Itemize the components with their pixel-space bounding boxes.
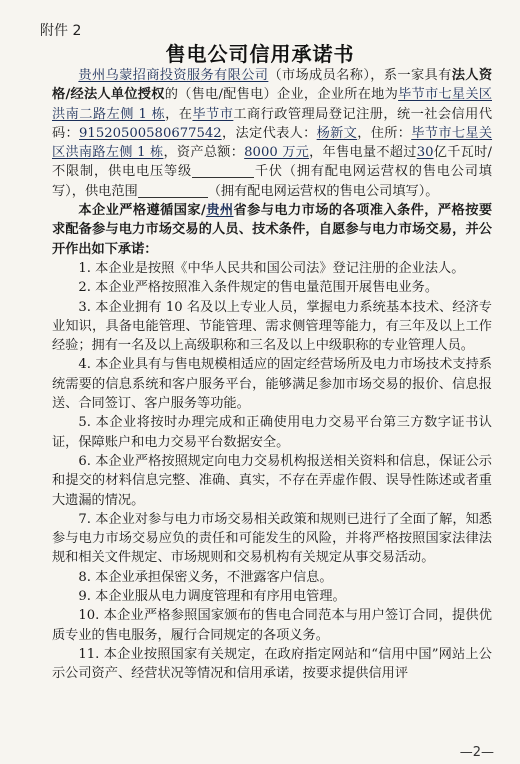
commitment-item-4: 4. 本企业具有与售电规模相适应的固定经营场所及电力市场技术支持系统需要的信息系统和客户服务平台，能够满足参加市场交易的报价、信息报送、合同签订、客户服务等功能。 bbox=[52, 357, 492, 412]
credit-code: 91520500580677542 bbox=[79, 125, 222, 141]
commitment-item-3: 3. 本企业拥有 10 名及以上专业人员，掌握电力系统基本技术、经济专业知识，具备电能管理、节能管理、需求侧管理等能力，有三年及以上工作经验；拥有一名及以上高级职称和三名及以上中级职称的专业管理人员。 bbox=[52, 299, 492, 354]
commitment-item-5: 5. 本企业将按时办理完成和正确使用电力交易平台第三方数字证书认证，保障账户和电力交易平台数据安全。 bbox=[52, 415, 492, 450]
commitment-item-2: 2. 本企业严格按照准入条件规定的售电量范围开展售电业务。 bbox=[78, 280, 439, 296]
scope-blank bbox=[138, 183, 208, 198]
page-number: —2— bbox=[459, 745, 494, 760]
company-name: 贵州乌蒙招商投资服务有限公司 bbox=[78, 68, 269, 83]
registration-city: 毕节市 bbox=[192, 106, 234, 122]
commitment-item-9: 9. 本企业服从电力调度管理和有序用电管理。 bbox=[78, 589, 346, 605]
qualification: 法人资格/经法人单位授权 bbox=[52, 68, 493, 103]
company-address: 毕节市七星关区洪南二路左侧 1 栋 bbox=[52, 87, 492, 122]
commitment-intro: 本企业严格遵循国家/贵州省参与电力市场的各项准入条件，严格按要求配备参与电力市场交易的人员、技术条件，自愿参与电力市场交易，并公开作出如下承诺： bbox=[52, 203, 493, 257]
province: 贵州 bbox=[205, 203, 234, 219]
residence: 毕节市七星关区洪南路左侧 1 栋 bbox=[52, 125, 493, 161]
document-title: 售电公司信用承诺书 bbox=[165, 42, 355, 66]
commitment-item-1: 1. 本企业是按照《中华人民共和国公司法》登记注册的企业法人。 bbox=[78, 260, 465, 276]
commitment-item-10: 10. 本企业严格参照国家颁布的售电合同范本与用户签订合同，提供优质专业的售电服务，履行合同规定的各项义务。 bbox=[52, 608, 492, 643]
commitment-item-7: 7. 本企业对参与电力市场交易相关政策和规则已进行了全面了解，知悉参与电力市场交易应负的责任和可能发生的风险，并将严格按照国家法律法规和相关文件规定、市场规则和交易机构有关规定从事交易活动。 bbox=[52, 511, 492, 566]
commitment-item-6: 6. 本企业严格按照规定向电力交易机构报送相关资料和信息，保证公示和提交的材料信息完整、准确、真实，不存在弄虚作假、误导性陈述或者重大遗漏的情况。 bbox=[52, 453, 492, 508]
annual-volume: 30 bbox=[416, 145, 434, 161]
legal-representative: 杨新文 bbox=[316, 125, 358, 141]
attachment-label: 附件 2 bbox=[40, 23, 82, 39]
commitment-item-8: 8. 本企业承担保密义务，不泄露客户信息。 bbox=[78, 569, 333, 585]
total-assets: 8000 万元 bbox=[244, 145, 310, 161]
intro-paragraph: 贵州乌蒙招商投资服务有限公司（市场成员名称），系一家具有法人资格/经法人单位授权的（售电/配售电）企业，企业所在地为毕节市七星关区洪南二路左侧 1 栋，在毕节市工商行政管理局登记注册，统一社会信用代码：91520500580677542，法定代表人：杨新文，住所：毕节市七星关区洪南路左侧 1 栋，资产总额：8000 万元，年售电量不超过30亿千瓦时/不限制，供电电压等级 千伏（拥有配电网运营权的售电公司填写），供电范围 （拥有配电网运营权的售电公司填写）。 bbox=[52, 68, 493, 199]
document-body bbox=[52, 66, 492, 684]
voltage-blank bbox=[192, 163, 254, 178]
commitment-item-11: 11. 本企业按照国家有关规定，在政府指定网站和“信用中国”网站上公示公司资产、经营状况等情况和信用承诺，按要求提供信用评 bbox=[52, 646, 492, 682]
